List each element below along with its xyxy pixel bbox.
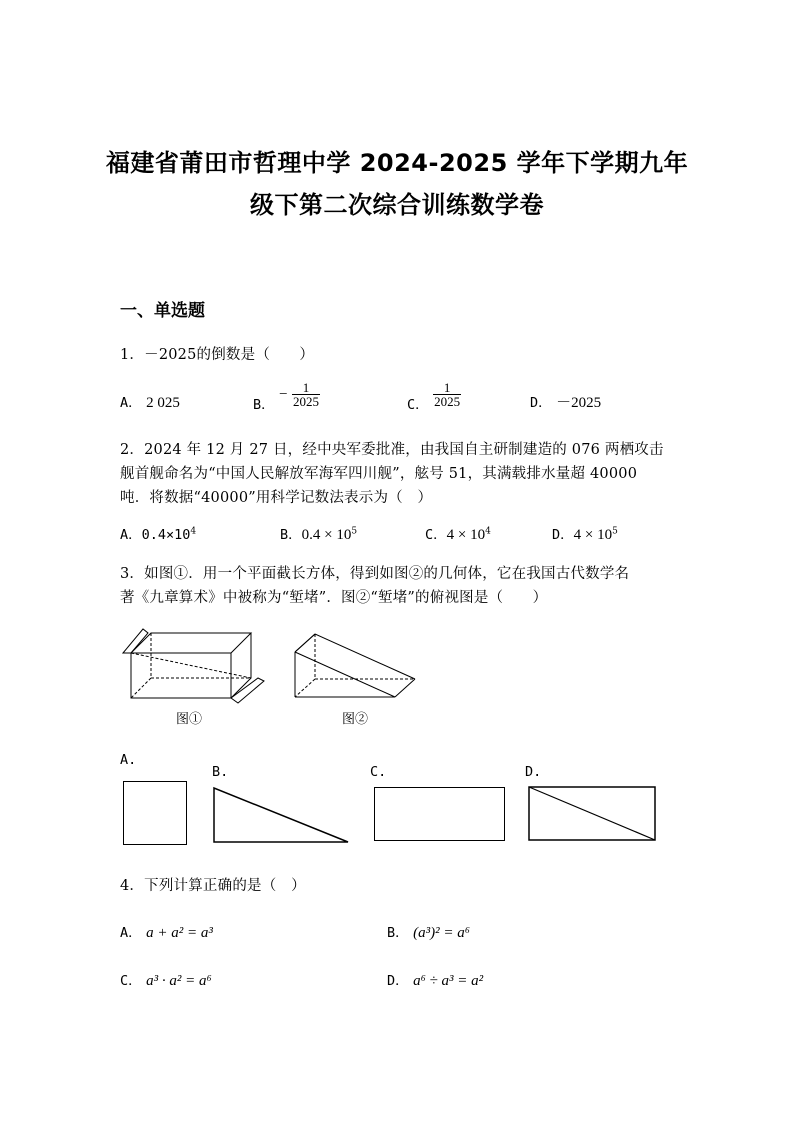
q1-b-denominator: 2025 <box>293 394 320 409</box>
figure-1-caption: 图① <box>176 712 203 727</box>
q2-line2: 舰首舰命名为“中国人民解放军海军四川舰”，舷号 51，其满载排水量超 40000 <box>120 466 638 482</box>
q2-b-label: B． <box>280 527 302 543</box>
q3-line2: 著《九章算术》中被称为“堑堵”．图②“堑堵”的俯视图是（ ） <box>120 590 548 606</box>
q1-b-label: B． <box>253 396 275 413</box>
wedge-slant-left <box>295 634 315 652</box>
q1-option-c <box>407 380 461 413</box>
q3-line1: 3．如图①．用一个平面截长方体，得到如图②的几何体，它在我国古代数学名 <box>120 566 630 582</box>
q4-a-expr: a + a² = a³ <box>146 925 213 941</box>
q1-b-sign: − <box>279 386 288 403</box>
q4-c-label: C． <box>120 973 142 989</box>
cuboid-top-edges <box>131 633 251 653</box>
q2-option-c <box>425 523 491 544</box>
q1-option-a <box>120 391 180 412</box>
wedge-right-edge <box>395 679 415 697</box>
q1-d-label: D． <box>530 395 552 411</box>
doc-title-line1: 福建省莆田市哲理中学 2024-2025 学年下学期九年 <box>105 149 689 177</box>
q3-a-label: A. <box>120 752 137 768</box>
q4-c-expr: a³ · a² = a⁶ <box>146 973 212 989</box>
q4-option-c <box>120 969 212 990</box>
q2-line1: 2．2024 年 12 月 27 日，经中央军委批准，由我国自主研制建造的 076 两栖攻击 <box>120 442 664 458</box>
doc-title-line2: 级下第二次综合训练数学卷 <box>250 191 544 219</box>
q4-d-expr: a⁶ ÷ a³ = a² <box>413 973 484 989</box>
q2-d-exponent: 5 <box>612 526 618 537</box>
q1-c-numerator: 1 <box>443 380 451 395</box>
q2-b-base: 0.4 × 10 <box>301 527 352 543</box>
q2-d-label: D． <box>552 527 574 543</box>
q1-a-value: 2 025 <box>146 395 180 411</box>
q3-option-c-rectangle <box>374 787 505 841</box>
wedge-slope-front <box>295 652 395 697</box>
q2-a-exponent: 4 <box>190 526 197 537</box>
q1-option-b <box>253 380 320 413</box>
section-heading: 一、单选题 <box>120 301 205 321</box>
q4-option-d <box>387 969 483 990</box>
cuboid-hidden-left-bottom <box>131 678 151 698</box>
q2-option-b <box>280 523 357 544</box>
wedge-slope-back <box>315 634 415 679</box>
q2-option-d <box>552 523 618 544</box>
q3-option-a-square <box>123 781 187 845</box>
q4-d-label: D． <box>387 973 409 989</box>
q1-stem: 1．－2025的倒数是（ ） <box>120 347 315 363</box>
q2-line3: 吨．将数据“40000”用科学记数法表示为（ ） <box>120 490 433 506</box>
q2-c-exponent: 4 <box>485 526 491 537</box>
cuboid-front-face <box>131 653 231 698</box>
q1-b-fraction <box>292 381 320 408</box>
q1-option-d <box>530 391 601 412</box>
q3-option-d-rectangle-diagonal <box>528 786 656 842</box>
figure-2-wedge <box>290 630 420 700</box>
q1-c-label: C． <box>407 396 429 413</box>
q2-option-a <box>120 523 196 543</box>
wedge-hidden-left-bottom <box>295 679 315 697</box>
q4-option-b <box>387 921 470 942</box>
q4-stem: 4．下列计算正确的是（ ） <box>120 878 306 894</box>
q1-a-label: A． <box>120 395 142 411</box>
figure-2-caption: 图② <box>342 712 369 727</box>
cutting-plane-left <box>123 629 148 653</box>
q3-c-label: C. <box>370 764 387 780</box>
q2-c-label: C． <box>425 527 447 543</box>
q2-a-label: A． <box>120 527 142 543</box>
q4-b-label: B． <box>387 925 409 941</box>
q2-a-base: 0.4×10 <box>141 527 191 543</box>
q2-b-exponent: 5 <box>351 526 358 537</box>
q4-b-expr: (a³)² = a⁶ <box>413 925 470 941</box>
q3-b-label: B. <box>212 764 229 780</box>
q1-c-denominator: 2025 <box>434 394 461 409</box>
q4-a-label: A． <box>120 925 142 941</box>
figure-1-cuboid <box>118 625 268 705</box>
q1-c-fraction <box>433 381 461 408</box>
q1-b-numerator: 1 <box>302 380 310 395</box>
q3-d-label: D. <box>525 764 542 780</box>
q1-d-value: －2025 <box>556 395 602 411</box>
q2-d-base: 4 × 10 <box>573 527 613 543</box>
q2-c-base: 4 × 10 <box>446 527 486 543</box>
q3-option-b-triangle <box>212 786 350 844</box>
q4-option-a <box>120 921 213 942</box>
cutting-diagonal <box>131 653 251 678</box>
